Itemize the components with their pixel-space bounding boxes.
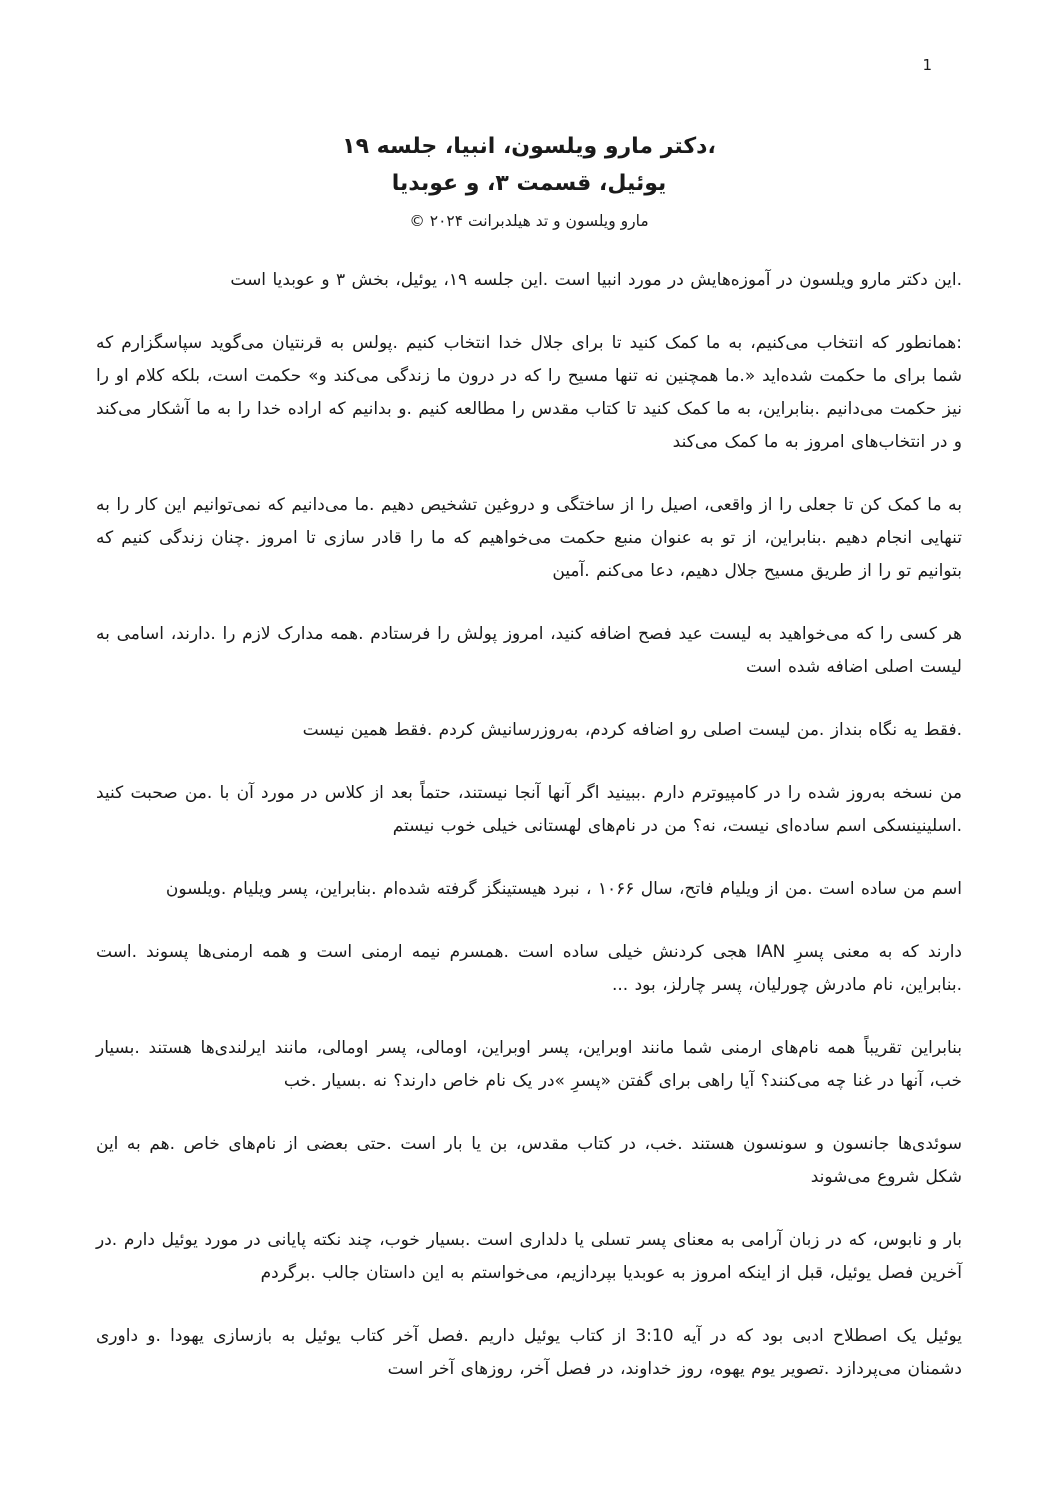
document-title-line2: یوئیل، قسمت ۳، و عوبدیا <box>391 171 667 196</box>
paragraph: .فقط یه نگاه بنداز .من لیست اصلی رو اضافه کردم، به‌روزرسانیش کردم .فقط همین نیست <box>302 720 962 740</box>
document-title-line1: ،دکتر مارو ویلسون، انبیا، جلسه ۱۹ <box>342 134 716 159</box>
paragraph: اسم من ساده است .من از ویلیام فاتح، سال ۱۰۶۶ ، نبرد هیستینگز گرفته شده‌ام .بنابراین، پسر ویلیام .ویلسون <box>165 879 962 899</box>
page-number: 1 <box>922 56 932 74</box>
paragraph: دارند که به معنی پسرِ IAN هجی کردنش خیلی ساده است .همسرم نیمه ارمنی است و همه ارمنی‌ها پسوند .است .بنابراین، نام مادرش چورلیان، پسر چارلز، بود ... <box>96 942 962 995</box>
body-text <box>96 264 962 1386</box>
paragraph: یوئیل یک اصطلاح ادبی بود که در آیه 3:10 از کتاب یوئیل داریم .فصل آخر کتاب یوئیل به بازسازی یهودا .و داوری دشمنان می‌پردازد .تصویر یوم یهوه، روز خداوند، در فصل آخر، روزهای آخر است <box>96 1326 963 1379</box>
paragraph: من نسخه به‌روز شده را در کامپیوترم دارم .ببینید اگر آنها آنجا نیستند، حتماً بعد از کلاس در مورد آن با .من صحبت کنید .اسلینینسکی اسم ساده‌ای نیست، نه؟ من در نام‌های لهستانی خیلی خوب نیستم <box>96 783 962 836</box>
title-block <box>96 128 962 236</box>
paragraph: بار و نابوس، که در زبان آرامی به معنای پسر تسلی یا دلداری است .بسیار خوب، چند نکته پایانی در مورد یوئیل دارم .در آخرین فصل یوئیل، قبل از اینکه امروز به عوبدیا بپردازیم، می‌خواستم به این داستان جالب .برگردم <box>96 1230 962 1283</box>
paragraph: به ما کمک کن تا جعلی را از واقعی، اصیل را از ساختگی و دروغین تشخیص دهیم .ما می‌دانیم که نمی‌توانیم این کار را به تنهایی انجام دهیم .بنابراین، از تو به عنوان منبع حکمت می‌خواهیم که ما را قادر سازی تا امروز .چنان زندگی کنیم که بتوانیم تو را از طریق مسیح جلال دهیم، دعا می‌کنم .آمین <box>96 495 962 581</box>
document-byline: مارو ویلسون و تد هیلدبرانت ۲۰۲۴ © <box>409 212 649 230</box>
paragraph: .این دکتر مارو ویلسون در آموزه‌هایش در مورد انبیا است .این جلسه ۱۹، یوئیل، بخش ۳ و عوبدیا است <box>230 270 962 290</box>
paragraph: :همانطور که انتخاب می‌کنیم، به ما کمک کنید تا برای جلال خدا انتخاب کنیم .پولس به قرنتیان می‌گوید سپاسگزارم که شما برای ما حکمت شده‌اید «.ما همچنین نه تنها مسیح را که در درون ما زندگی می‌کند و» حکمت است، بلکه کلام او را نیز حکمت می‌دانیم .بنابراین، به ما کمک کنید تا کتاب مقدس را مطالعه کنیم .و بدانیم که اراده خدا را به ما آشکار می‌کند و در انتخاب‌های امروز به ما کمک می‌کند <box>96 333 962 452</box>
paragraph: بنابراین تقریباً همه نام‌های ارمنی شما مانند اوبراین، پسر اوبراین، اومالی، پسر اومالی، مانند ایرلندی‌ها هستند .بسیار خب، آنها در غنا چه می‌کنند؟ آیا راهی برای گفتن «پسرِ »در یک نام خاص دارند؟ نه .بسیار .خب <box>96 1038 962 1091</box>
paragraph: سوئدی‌ها جانسون و سونسون هستند .خب، در کتاب مقدس، بن یا بار است .حتی بعضی از نام‌های خاص .هم به این شکل شروع می‌شوند <box>96 1134 962 1187</box>
paragraph: هر کسی را که می‌خواهید به لیست عید فصح اضافه کنید، امروز پولش را فرستادم .همه مدارک لازم را .دارند، اسامی به لیست اصلی اضافه شده است <box>96 624 962 677</box>
